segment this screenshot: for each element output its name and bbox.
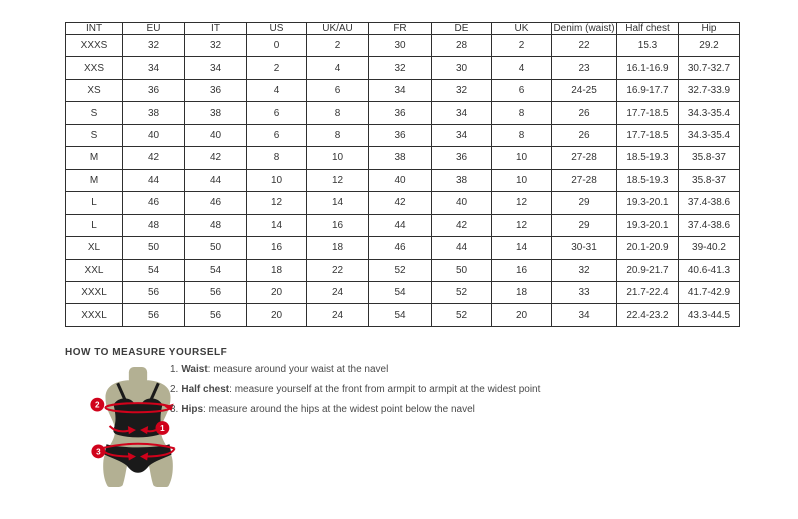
table-cell: 32 <box>123 35 185 57</box>
table-cell: 46 <box>369 237 432 259</box>
table-cell: 18 <box>247 259 307 281</box>
table-cell: 35.8-37 <box>679 169 740 191</box>
table-cell: 16 <box>307 214 369 236</box>
table-cell: 8 <box>307 102 369 124</box>
column-header: DE <box>432 23 492 35</box>
table-cell: 52 <box>432 281 492 303</box>
column-header: UK/AU <box>307 23 369 35</box>
table-cell: 18.5-19.3 <box>617 169 679 191</box>
table-cell: 12 <box>492 192 552 214</box>
table-cell: 56 <box>185 304 247 327</box>
table-cell: 41.7-42.9 <box>679 281 740 303</box>
table-cell: S <box>66 102 123 124</box>
column-header: Hip <box>679 23 740 35</box>
section-heading: HOW TO MEASURE YOURSELF <box>65 347 228 358</box>
table-cell: 38 <box>123 102 185 124</box>
table-cell: 26 <box>552 102 617 124</box>
table-cell: 14 <box>492 237 552 259</box>
table-cell: 40 <box>123 124 185 146</box>
table-cell: 38 <box>185 102 247 124</box>
table-cell: 12 <box>492 214 552 236</box>
table-cell: 40 <box>432 192 492 214</box>
table-cell: 10 <box>307 147 369 169</box>
table-cell: 34 <box>369 79 432 101</box>
table-header-row <box>66 23 740 35</box>
table-cell: 20 <box>247 281 307 303</box>
table-cell: 26 <box>552 124 617 146</box>
table-cell: 14 <box>247 214 307 236</box>
table-cell: 6 <box>247 124 307 146</box>
table-cell: 37.4-38.6 <box>679 214 740 236</box>
table-cell: 10 <box>492 147 552 169</box>
table-cell: 30.7-32.7 <box>679 57 740 79</box>
table-cell: 8 <box>492 102 552 124</box>
table-cell: 18 <box>492 281 552 303</box>
table-cell: 56 <box>123 281 185 303</box>
table-row <box>66 102 740 124</box>
table-row <box>66 281 740 303</box>
table-cell: 40 <box>185 124 247 146</box>
column-header: US <box>247 23 307 35</box>
table-cell: 32 <box>185 35 247 57</box>
table-cell: 44 <box>123 169 185 191</box>
table-cell: 32.7-33.9 <box>679 79 740 101</box>
table-cell: 48 <box>123 214 185 236</box>
table-cell: 50 <box>123 237 185 259</box>
table-cell: 56 <box>123 304 185 327</box>
table-cell: XXXL <box>66 304 123 327</box>
measure-step <box>170 384 540 396</box>
table-cell: 29.2 <box>679 35 740 57</box>
table-cell: 36 <box>369 102 432 124</box>
table-cell: 4 <box>307 57 369 79</box>
table-cell: 37.4-38.6 <box>679 192 740 214</box>
table-cell: 0 <box>247 35 307 57</box>
column-header: Denim (waist) <box>553 23 615 34</box>
table-cell: 10 <box>247 169 307 191</box>
column-header: Half chest <box>617 23 679 35</box>
table-row <box>66 304 740 327</box>
table-cell: 39-40.2 <box>679 237 740 259</box>
table-cell: 36 <box>369 124 432 146</box>
table-cell: 42 <box>369 192 432 214</box>
table-cell: 10 <box>492 169 552 191</box>
table-row <box>66 237 740 259</box>
table-cell: 16 <box>492 259 552 281</box>
table-cell: 36 <box>123 79 185 101</box>
measure-step <box>170 404 540 416</box>
table-cell: 42 <box>123 147 185 169</box>
table-cell: 19.3-20.1 <box>617 214 679 236</box>
table-cell: XXS <box>66 57 123 79</box>
table-cell: 34 <box>185 57 247 79</box>
table-cell: 56 <box>185 281 247 303</box>
table-cell: 54 <box>185 259 247 281</box>
step-term: Waist <box>181 364 208 375</box>
column-header: FR <box>369 23 432 35</box>
table-cell: 16.1-16.9 <box>617 57 679 79</box>
table-cell: 8 <box>307 124 369 146</box>
column-header: EU <box>123 23 185 35</box>
table-cell: 46 <box>185 192 247 214</box>
table-row <box>66 35 740 57</box>
table-cell: 38 <box>369 147 432 169</box>
step-text: : measure around your waist at the navel <box>207 364 389 375</box>
table-cell: 6 <box>247 102 307 124</box>
table-cell: 16 <box>247 237 307 259</box>
column-header: INT <box>66 23 123 35</box>
table-cell: 44 <box>185 169 247 191</box>
table-cell: 48 <box>185 214 247 236</box>
step-number: 3. <box>170 404 179 415</box>
table-cell: XXXS <box>66 35 123 57</box>
table-cell: 27-28 <box>552 169 617 191</box>
table-cell: 27-28 <box>552 147 617 169</box>
table-cell: 4 <box>247 79 307 101</box>
table-cell: 23 <box>552 57 617 79</box>
table-cell: 17.7-18.5 <box>617 102 679 124</box>
table-cell: 20.1-20.9 <box>617 237 679 259</box>
size-chart-table <box>65 22 740 327</box>
table-cell: 2 <box>247 57 307 79</box>
table-row <box>66 169 740 191</box>
marker-number-waist: 1 <box>160 424 165 434</box>
table-cell: 34.3-35.4 <box>679 124 740 146</box>
table-cell: 50 <box>185 237 247 259</box>
table-cell: 40.6-41.3 <box>679 259 740 281</box>
table-cell: 22 <box>552 35 617 57</box>
table-cell: 50 <box>432 259 492 281</box>
table-cell: 42 <box>432 214 492 236</box>
table-cell: 52 <box>369 259 432 281</box>
table-cell: 24-25 <box>552 79 617 101</box>
table-cell: 22 <box>307 259 369 281</box>
table-cell: 36 <box>432 147 492 169</box>
column-header: IT <box>185 23 247 35</box>
table-cell: XXXL <box>66 281 123 303</box>
table-cell: 16.9-17.7 <box>617 79 679 101</box>
measure-steps-list <box>170 364 540 424</box>
table-cell: 30 <box>369 35 432 57</box>
table-cell: 52 <box>432 304 492 327</box>
table-cell: 36 <box>185 79 247 101</box>
table-cell: 35.8-37 <box>679 147 740 169</box>
table-cell: S <box>66 124 123 146</box>
table-cell: 34 <box>123 57 185 79</box>
table-cell: L <box>66 192 123 214</box>
table-cell: 21.7-22.4 <box>617 281 679 303</box>
table-cell: 34 <box>432 124 492 146</box>
table-cell: 29 <box>552 214 617 236</box>
marker-number-hips: 3 <box>96 447 101 457</box>
table-cell: 54 <box>369 281 432 303</box>
table-cell: 19.3-20.1 <box>617 192 679 214</box>
table-row <box>66 214 740 236</box>
table-cell: 44 <box>369 214 432 236</box>
step-text: : measure yourself at the front from armpit to armpit at the widest point <box>229 384 541 395</box>
table-row <box>66 259 740 281</box>
table-cell: 24 <box>307 304 369 327</box>
table-cell: M <box>66 169 123 191</box>
table-cell: XL <box>66 237 123 259</box>
table-cell: 8 <box>247 147 307 169</box>
table-cell: 34 <box>552 304 617 327</box>
table-cell: M <box>66 147 123 169</box>
table-cell: 22.4-23.2 <box>617 304 679 327</box>
table-cell: 32 <box>432 79 492 101</box>
table-row <box>66 57 740 79</box>
table-cell: 6 <box>307 79 369 101</box>
table-cell: XXL <box>66 259 123 281</box>
table-cell: 44 <box>432 237 492 259</box>
table-row <box>66 147 740 169</box>
table-cell: 34.3-35.4 <box>679 102 740 124</box>
column-header: UK <box>492 23 552 35</box>
table-row <box>66 192 740 214</box>
table-cell: 4 <box>492 57 552 79</box>
table-cell: 15.3 <box>617 35 679 57</box>
table-cell: 18 <box>307 237 369 259</box>
table-cell: XS <box>66 79 123 101</box>
table-cell: 42 <box>185 147 247 169</box>
table-cell: 46 <box>123 192 185 214</box>
table-cell: 30-31 <box>552 237 617 259</box>
table-cell: 14 <box>307 192 369 214</box>
table-cell: 18.5-19.3 <box>617 147 679 169</box>
table-cell: 32 <box>369 57 432 79</box>
table-cell: 2 <box>307 35 369 57</box>
table-cell: 20 <box>492 304 552 327</box>
table-cell: L <box>66 214 123 236</box>
step-text: : measure around the hips at the widest point below the navel <box>203 404 475 415</box>
table-cell: 29 <box>552 192 617 214</box>
table-cell: 24 <box>307 281 369 303</box>
table-cell: 28 <box>432 35 492 57</box>
table-row <box>66 79 740 101</box>
table-cell: 43.3-44.5 <box>679 304 740 327</box>
table-cell: 20.9-21.7 <box>617 259 679 281</box>
table-cell: 32 <box>552 259 617 281</box>
table-row <box>66 124 740 146</box>
table-cell: 12 <box>247 192 307 214</box>
table-cell: 17.7-18.5 <box>617 124 679 146</box>
table-cell: 38 <box>432 169 492 191</box>
step-number: 2. <box>170 384 179 395</box>
table-cell: 20 <box>247 304 307 327</box>
table-cell: 6 <box>492 79 552 101</box>
table-cell: 33 <box>552 281 617 303</box>
table-cell: 40 <box>369 169 432 191</box>
marker-number-chest: 2 <box>95 400 100 410</box>
table-cell: 12 <box>307 169 369 191</box>
table-cell: 8 <box>492 124 552 146</box>
step-term: Hips <box>181 404 204 415</box>
step-term: Half chest <box>181 384 230 395</box>
table-cell: 34 <box>432 102 492 124</box>
table-cell: 2 <box>492 35 552 57</box>
table-cell: 54 <box>123 259 185 281</box>
step-number: 1. <box>170 364 179 375</box>
measure-step <box>170 364 540 376</box>
table-cell: 30 <box>432 57 492 79</box>
table-cell: 54 <box>369 304 432 327</box>
